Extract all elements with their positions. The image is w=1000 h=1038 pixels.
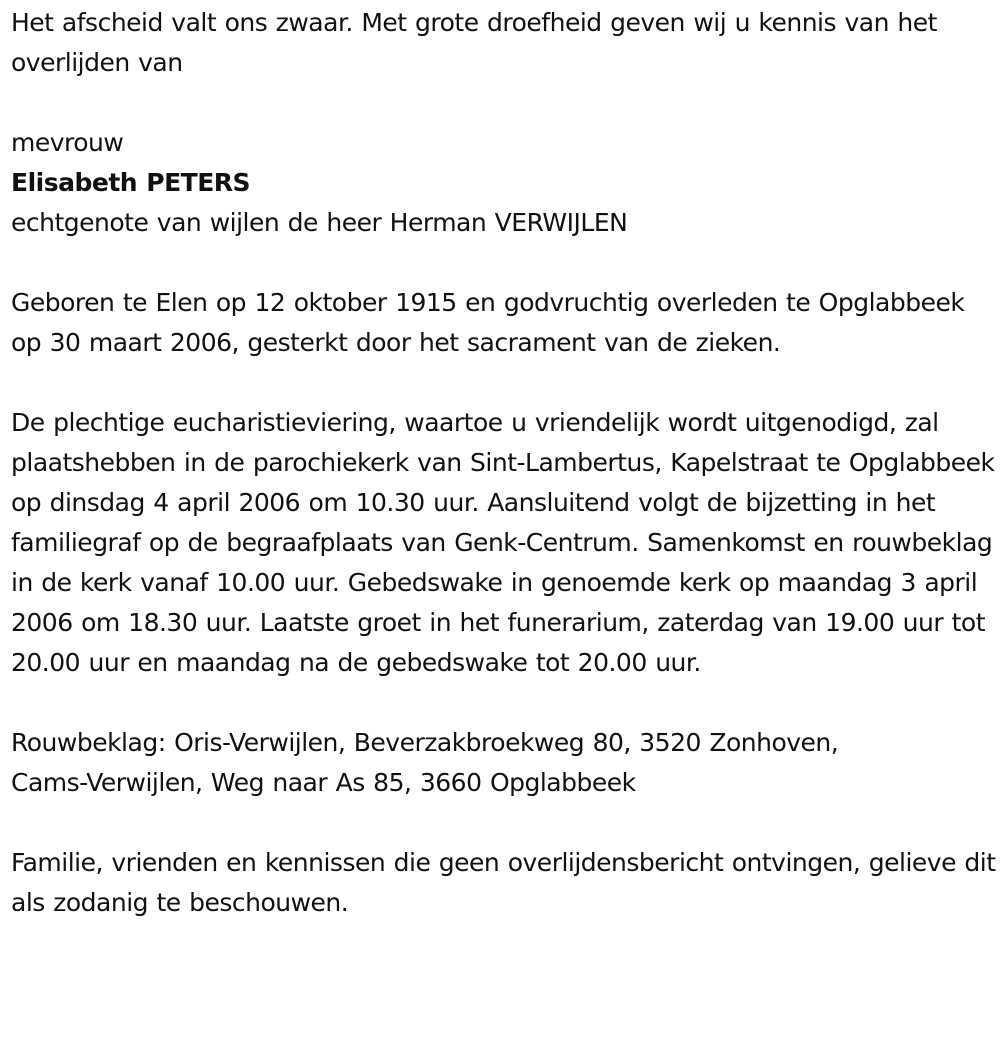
salutation: mevrouw bbox=[11, 128, 124, 157]
condolences-line-2: Cams-Verwijlen, Weg naar As 85, 3660 Opglabbeek bbox=[11, 768, 636, 797]
birth-death-paragraph: Geboren te Elen op 12 oktober 1915 en godvruchtig overleden te Opglabbeek op 30 maart 2006, gesterkt door het sacrament van de zieken. bbox=[11, 288, 965, 357]
spacer bbox=[11, 683, 996, 723]
spacer bbox=[11, 83, 996, 123]
death-notice bbox=[11, 3, 996, 923]
intro-text: Het afscheid valt ons zwaar. Met grote droefheid geven wij u kennis van het overlijden van bbox=[11, 8, 937, 77]
ceremony-paragraph: De plechtige eucharistieviering, waartoe u vriendelijk wordt uitgenodigd, zal plaatshebben in de parochiekerk van Sint-Lambertus, Kapelstraat te Opglabbeek op dinsdag 4 april 2006 om 10.30 uur. Aansluitend volgt de bijzetting in het familiegraf op de begraafplaats van Genk-Centrum. Samenkomst en rouwbeklag in de kerk vanaf 10.00 uur. Gebedswake in genoemde kerk op maandag 3 april 2006 om 18.30 uur. Laatste groet in het funerarium, zaterdag van 19.00 uur tot 20.00 uur en maandag na de gebedswake tot 20.00 uur. bbox=[11, 408, 995, 677]
spacer bbox=[11, 243, 996, 283]
condolences-line-1: Rouwbeklag: Oris-Verwijlen, Beverzakbroekweg 80, 3520 Zonhoven, bbox=[11, 728, 839, 757]
spacer bbox=[11, 363, 996, 403]
spouse-line: echtgenote van wijlen de heer Herman VERWIJLEN bbox=[11, 208, 628, 237]
spacer bbox=[11, 803, 996, 843]
closing-paragraph: Familie, vrienden en kennissen die geen overlijdensbericht ontvingen, gelieve dit als zodanig te beschouwen. bbox=[11, 848, 996, 917]
deceased-name: Elisabeth PETERS bbox=[11, 168, 251, 197]
